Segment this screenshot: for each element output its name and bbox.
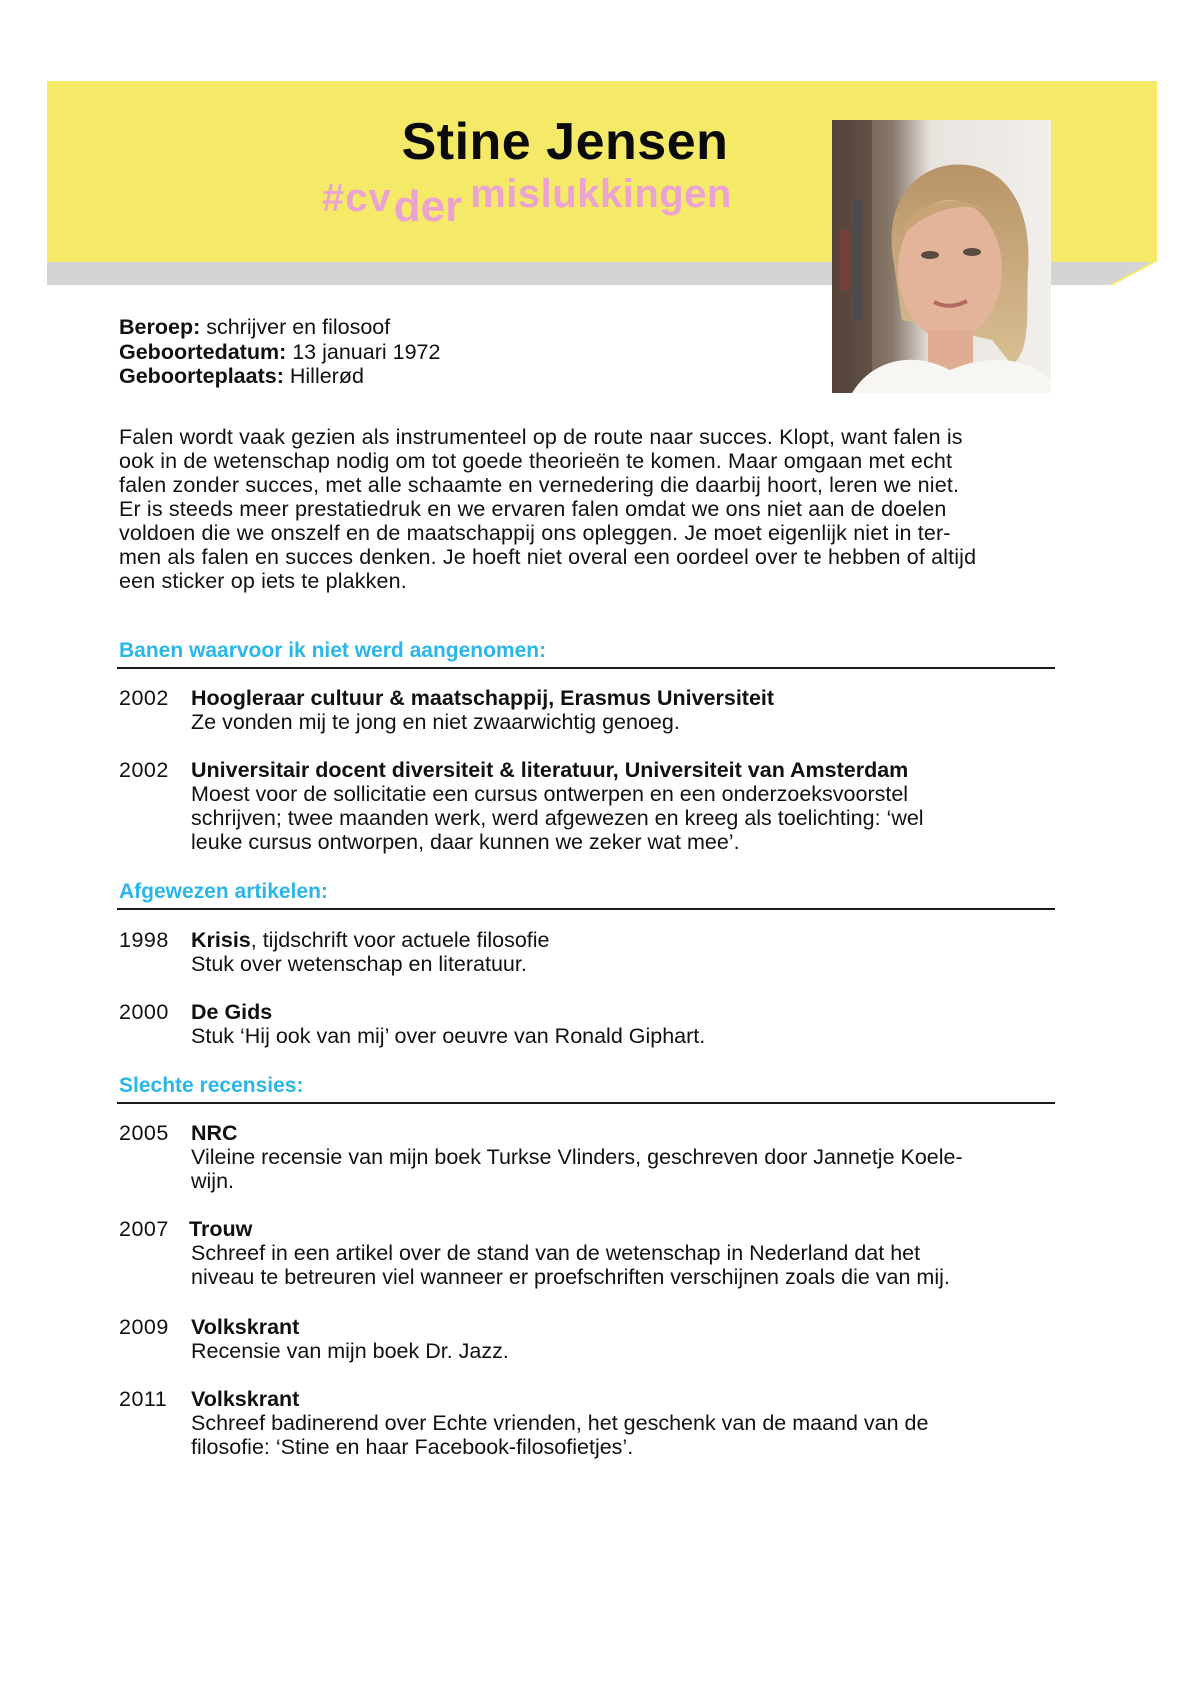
entry-title-bold: Krisis	[191, 928, 251, 952]
entry-title	[191, 758, 924, 782]
portrait-image-icon	[832, 120, 1051, 393]
fact-value: schrijver en filosoof	[206, 315, 391, 339]
section-rejected-jobs	[117, 638, 1055, 669]
entry-year: 2002	[119, 758, 169, 782]
section-title: Banen waarvoor ik niet werd aangenomen:	[119, 639, 547, 662]
intro-line: falen zonder succes, met alle schaamte en vernedering die daarbij hoort, leren we niet.	[119, 473, 960, 497]
intro-line: een sticker op iets te plakken.	[119, 569, 407, 593]
entry-year: 2000	[119, 1000, 169, 1024]
intro-line: Falen wordt vaak gezien als instrumenteel op de route naar succes. Klopt, want falen is	[119, 425, 963, 449]
entry-description: leuke cursus ontworpen, daar kunnen we zeker wat mee’.	[191, 830, 740, 854]
entry-title-bold: Universitair docent diversiteit & literatuur, Universiteit van Amsterdam	[191, 758, 909, 782]
entry-title	[191, 1000, 705, 1024]
entry-year: 1998	[119, 928, 169, 952]
entry-year: 2009	[119, 1315, 169, 1339]
fact-label: Geboorteplaats:	[119, 364, 284, 388]
entry-body	[191, 928, 550, 976]
entry-body	[191, 1315, 509, 1363]
intro-line: voldoen die we onszelf en de maatschappij ons opleggen. Je moet eigenlijk niet in ter-	[119, 521, 951, 545]
portrait-photo	[832, 120, 1051, 393]
entry-description: Schreef badinerend over Echte vrienden, het geschenk van de maand van de	[191, 1411, 929, 1435]
section-divider	[117, 1102, 1055, 1104]
entry-title	[191, 928, 550, 952]
fact-label: Geboortedatum:	[119, 339, 287, 364]
fact-birthdate	[119, 340, 440, 365]
intro-paragraph	[119, 425, 1084, 593]
entry-description: Stuk over wetenschap en literatuur.	[191, 952, 527, 976]
tagline-cv: #cv	[322, 176, 392, 220]
entry-body	[191, 758, 924, 854]
entry-title-bold: Volkskrant	[191, 1315, 300, 1339]
tagline-mislukkingen: mislukkingen	[470, 172, 732, 216]
entry-description: Moest voor de sollicitatie een cursus ontwerpen en een onderzoeksvoorstel	[191, 782, 909, 806]
fact-label: Beroep:	[119, 315, 201, 339]
entry-title-bold: NRC	[191, 1121, 238, 1145]
entry-body	[191, 1121, 963, 1193]
intro-line: ook in de wetenschap nodig om tot goede theorieën te komen. Maar omgaan met echt	[119, 449, 953, 473]
entry-title-bold: Volkskrant	[191, 1387, 300, 1411]
entry-description: Ze vonden mij te jong en niet zwaarwichtig genoeg.	[191, 710, 680, 734]
entry-body	[191, 1000, 705, 1048]
fact-value: Hillerød	[289, 364, 364, 388]
entry-title	[191, 686, 774, 710]
entry-description: wijn.	[191, 1169, 235, 1193]
entry-year: 2002	[119, 686, 169, 710]
entry-description: Stuk ‘Hij ook van mij’ over oeuvre van Ronald Giphart.	[191, 1024, 706, 1048]
section-bad-reviews	[117, 1073, 1055, 1104]
tagline-der: der	[393, 182, 463, 231]
fact-occupation	[119, 315, 440, 340]
entry-title-bold: Trouw	[189, 1217, 253, 1241]
tagline	[322, 172, 732, 232]
section-divider	[117, 667, 1055, 669]
entry-title-bold: Hoogleraar cultuur & maatschappij, Erasmus Universiteit	[191, 686, 775, 710]
entry-body	[189, 1217, 950, 1289]
entry-year: 2011	[119, 1387, 168, 1411]
entry-year: 2005	[119, 1121, 169, 1145]
entry-title	[189, 1217, 950, 1241]
entry-body	[191, 686, 774, 734]
intro-line: men als falen en succes denken. Je hoeft niet overal een oordeel over te hebben of altijd	[119, 545, 977, 569]
entry-body	[191, 1387, 928, 1459]
intro-line: Er is steeds meer prestatiedruk en we ervaren falen omdat we ons niet aan de doelen	[119, 497, 947, 521]
entry-description: filosofie: ‘Stine en haar Facebook-filosofietjes’.	[191, 1435, 634, 1459]
entry-description: schrijven; twee maanden werk, werd afgewezen en kreeg als toelichting: ‘wel	[191, 806, 924, 830]
entry-title	[191, 1121, 963, 1145]
entry-title	[191, 1315, 509, 1339]
section-title: Slechte recensies:	[119, 1074, 304, 1097]
personal-facts	[119, 315, 440, 389]
fact-value: 13 januari 1972	[292, 339, 441, 364]
entry-description: Schreef in een artikel over de stand van de wetenschap in Nederland dat het	[191, 1241, 921, 1265]
entry-title	[191, 1387, 928, 1411]
entry-title-bold: De Gids	[191, 1000, 273, 1024]
section-rejected-articles	[117, 879, 1055, 910]
entry-description: Vileine recensie van mijn boek Turkse Vlinders, geschreven door Jannetje Koele-	[191, 1145, 963, 1169]
entry-year: 2007	[119, 1217, 169, 1241]
section-title: Afgewezen artikelen:	[119, 880, 328, 903]
person-name: Stine Jensen	[401, 113, 729, 171]
fact-birthplace	[119, 364, 440, 389]
entry-title-rest: , tijdschrift voor actuele filosofie	[250, 928, 550, 952]
section-divider	[117, 908, 1055, 910]
entry-description: niveau te betreuren viel wanneer er proefschriften verschijnen zoals die van mij.	[191, 1265, 950, 1289]
entry-description: Recensie van mijn boek Dr. Jazz.	[191, 1339, 509, 1363]
